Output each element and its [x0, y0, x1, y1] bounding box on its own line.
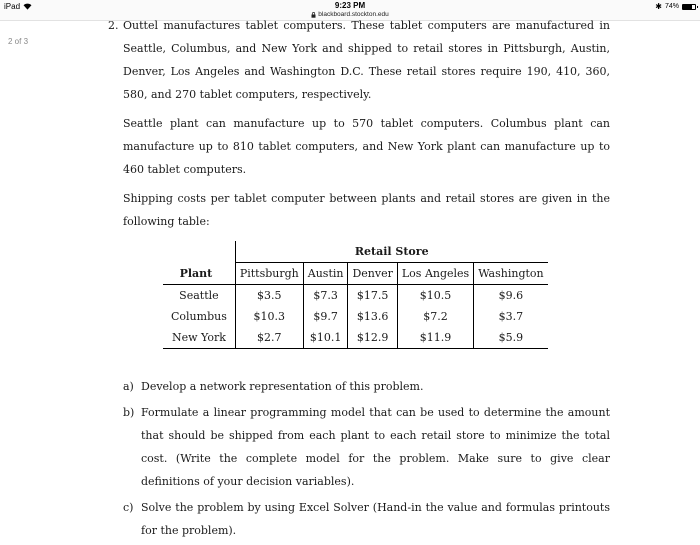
plant-header: Plant: [163, 263, 235, 285]
cost-cell: $10.3: [235, 306, 303, 327]
question-list: [100, 375, 610, 542]
cost-cell: $3.5: [235, 285, 303, 307]
cost-cell: $5.9: [474, 327, 548, 349]
cost-cell: $3.7: [498, 310, 524, 323]
cost-cell: $13.6: [348, 306, 397, 327]
cost-cell: $10.5: [397, 285, 473, 307]
question-text: Develop a network representation of this problem.: [141, 380, 424, 393]
battery-icon: [682, 4, 696, 10]
cost-cell: $10.1: [303, 327, 348, 349]
table-row: [163, 306, 548, 327]
column-header: Washington: [474, 263, 548, 285]
table-row: [163, 285, 548, 307]
plant-name: New York: [163, 327, 235, 349]
column-header: Pittsburgh: [235, 263, 303, 285]
document-content: [100, 14, 610, 545]
shipping-cost-table: [163, 241, 548, 349]
cost-cell: $7.2: [397, 306, 473, 327]
question-text: Formulate a linear programming model that can be used to determine the amount that should be shipped from each plant to each retail store to minimize the total cost. (Write the complete model for the problem. Make sure to give clear definitions of your decision variables).: [141, 406, 610, 488]
clock: 9:23 PM: [334, 1, 366, 10]
battery-percent: 74%: [664, 3, 679, 10]
question-b: [123, 401, 610, 493]
question-a: [123, 375, 610, 398]
cost-cell: $7.3: [303, 285, 348, 307]
question-text: Solve the problem by using Excel Solver (Hand-in the value and formulas printouts for the problem).: [141, 501, 610, 537]
bluetooth-icon: ✱: [655, 2, 662, 11]
cost-cell: $9.6: [498, 289, 524, 302]
device-label: iPad: [4, 2, 21, 11]
cost-cell: $2.7: [235, 327, 303, 349]
problem-paragraph-2: Seattle plant can manufacture up to 570 tablet computers. Columbus plant can manufacture up to 810 tablet computers, and New York plant can manufacture up to 460 tablet computers.: [123, 117, 610, 176]
url-text: blackboard.stockton.edu: [318, 11, 389, 18]
problem-number: 2.: [108, 19, 119, 32]
question-c: [123, 496, 610, 542]
column-header: Austin: [303, 263, 348, 285]
page-indicator: 2 of 3: [8, 37, 29, 46]
question-label: a): [123, 380, 134, 393]
problem-paragraph-1: Outtel manufactures tablet computers. These tablet computers are manufactured in Seattle, Columbus, and New York and shipped to retail stores in Pittsburgh, Austin, Denver, Los Angeles and Washington D.C. These retail stores require 190, 410, 360, 580, and 270 tablet computers, respectively.: [123, 19, 610, 101]
cost-cell: $9.7: [303, 306, 348, 327]
column-header: Denver: [348, 263, 397, 285]
question-label: b): [123, 406, 135, 419]
problem-paragraph-3: Shipping costs per tablet computer between plants and retail stores are given in the following table:: [123, 192, 610, 228]
table-header-row: [163, 263, 548, 285]
battery-level: [683, 5, 692, 9]
cost-cell: $12.9: [348, 327, 397, 349]
status-right: [655, 2, 696, 11]
cost-cell: $17.5: [348, 285, 397, 307]
table-group-header-row: [163, 241, 548, 263]
plant-name: Columbus: [163, 306, 235, 327]
plant-name: Seattle: [163, 285, 235, 307]
column-header: Los Angeles: [397, 263, 473, 285]
question-label: c): [123, 501, 134, 514]
retail-store-header: Retail Store: [235, 241, 547, 263]
table-row: [163, 327, 548, 349]
problem-block: [100, 14, 610, 349]
cost-cell: $11.9: [397, 327, 473, 349]
